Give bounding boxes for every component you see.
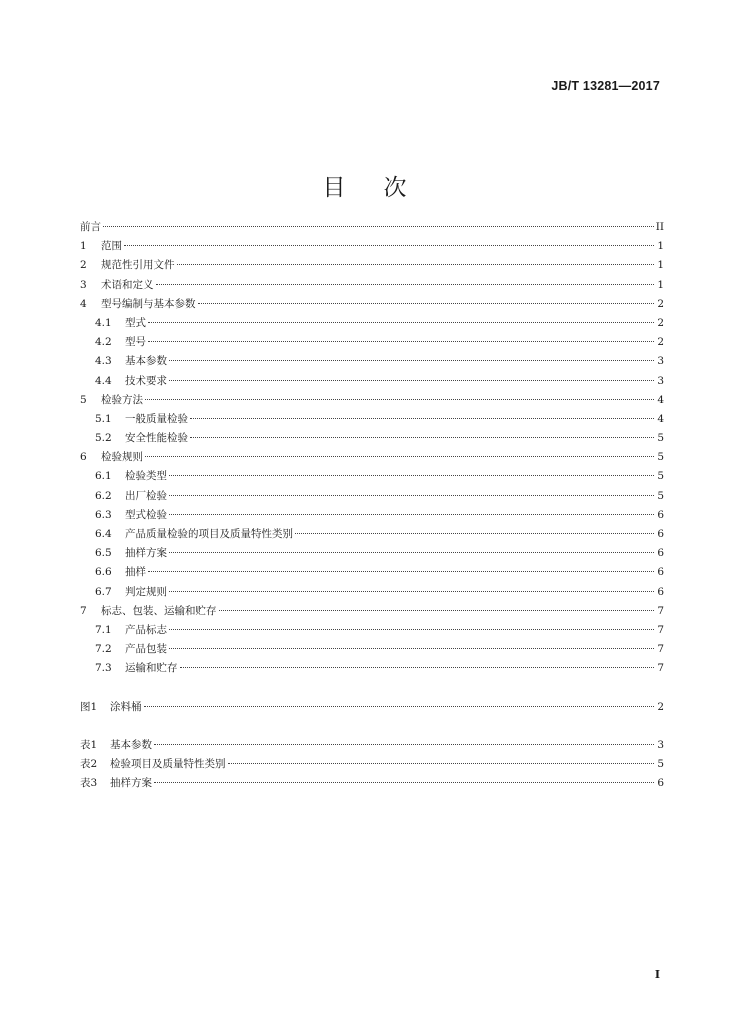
- toc-entry-subsection[interactable]: [80, 333, 664, 352]
- toc-entry-title: 规范性引用文件: [101, 259, 175, 272]
- toc-entry-subsection[interactable]: [80, 563, 664, 582]
- toc-entry-subsection[interactable]: [80, 525, 664, 544]
- dot-leader: [103, 226, 654, 227]
- toc-entry-title: 运输和贮存: [125, 662, 178, 675]
- toc-entry-page: 2: [657, 297, 664, 310]
- toc-entry-title: 检验规则: [101, 451, 143, 464]
- toc-entry-title: 术语和定义: [101, 278, 154, 291]
- dot-leader: [156, 284, 655, 285]
- dot-leader: [145, 399, 654, 400]
- toc-entry-subsection[interactable]: [80, 487, 664, 506]
- toc-entry-subsection[interactable]: [80, 659, 664, 678]
- toc-entry-page: 6: [657, 777, 664, 790]
- toc-entry-number: 4.3: [95, 355, 112, 368]
- toc-entry-page: 5: [657, 757, 664, 770]
- toc-entry-page: 1: [657, 278, 664, 291]
- toc-entry-title: 检验类型: [125, 470, 167, 483]
- toc-entry-title: 判定规则: [125, 585, 167, 598]
- dot-leader: [190, 437, 654, 438]
- toc-entry-figure[interactable]: [80, 698, 664, 717]
- toc-entry-page: 4: [657, 393, 664, 406]
- dot-leader: [169, 514, 654, 515]
- toc-entry-page: 7: [657, 604, 664, 617]
- toc-entry-subsection[interactable]: [80, 429, 664, 448]
- toc-entry-page: 6: [657, 566, 664, 579]
- toc-entry-number: 6.5: [95, 547, 112, 560]
- dot-leader: [144, 706, 655, 707]
- toc-entry-foreword[interactable]: [80, 218, 664, 237]
- dot-leader: [148, 571, 654, 572]
- dot-leader: [177, 264, 655, 265]
- toc-spacer: [80, 717, 664, 736]
- toc-entry-number: 7.1: [95, 623, 112, 636]
- toc-entry-subsection[interactable]: [80, 544, 664, 563]
- toc-entry-title: 技术要求: [125, 374, 167, 387]
- toc-entry-subsection[interactable]: [80, 583, 664, 602]
- dot-leader: [198, 303, 655, 304]
- toc-entry-title: 安全性能检验: [125, 432, 188, 445]
- toc-entry-number: 6.2: [95, 489, 112, 502]
- toc-entry-title: 基本参数: [110, 738, 152, 751]
- toc-entry-page: 2: [657, 700, 664, 713]
- toc-entry-title: 产品标志: [125, 623, 167, 636]
- toc-entry-section[interactable]: [80, 256, 664, 275]
- toc-entry-title: 前言: [80, 221, 101, 233]
- dot-leader: [169, 552, 654, 553]
- toc-entry-number: 7.3: [95, 662, 112, 675]
- dot-leader: [124, 245, 654, 246]
- page-title: 目次: [322, 175, 445, 202]
- dot-leader: [190, 418, 654, 419]
- toc-entry-page: II: [655, 221, 664, 233]
- dot-leader: [169, 591, 654, 592]
- dot-leader: [169, 380, 654, 381]
- toc-entry-number: 5: [80, 393, 87, 406]
- toc-entry-title: 检验方法: [101, 393, 143, 406]
- toc-entry-number: 表2: [80, 757, 98, 770]
- toc-entry-table[interactable]: [80, 755, 664, 774]
- toc-entry-subsection[interactable]: [80, 621, 664, 640]
- toc-entry-subsection[interactable]: [80, 314, 664, 333]
- toc-entry-title: 型式: [125, 316, 146, 329]
- dot-leader: [219, 610, 655, 611]
- toc-entry-title: 检验项目及质量特性类别: [110, 757, 226, 770]
- toc-entry-subsection[interactable]: [80, 467, 664, 486]
- toc-entry-subsection[interactable]: [80, 372, 664, 391]
- toc-entry-page: 6: [657, 528, 664, 540]
- toc-entry-subsection[interactable]: [80, 410, 664, 429]
- toc-entry-page: 1: [657, 259, 664, 272]
- toc-entry-title: 产品包装: [125, 643, 167, 656]
- dot-leader: [148, 341, 654, 342]
- toc-entry-section[interactable]: [80, 237, 664, 256]
- toc-entry-page: 6: [657, 547, 664, 560]
- toc-entry-number: 6.4: [95, 528, 112, 540]
- table-of-contents: [80, 218, 664, 793]
- toc-entry-number: 表3: [80, 777, 98, 790]
- dot-leader: [169, 495, 654, 496]
- standard-code: JB/T 13281—2017: [551, 79, 660, 93]
- toc-entry-page: 7: [657, 623, 664, 636]
- toc-entry-number: 表1: [80, 738, 98, 751]
- dot-leader: [154, 744, 654, 745]
- toc-entry-number: 5.1: [95, 412, 112, 425]
- toc-entry-number: 6.1: [95, 470, 112, 483]
- toc-entry-section[interactable]: [80, 295, 664, 314]
- toc-entry-subsection[interactable]: [80, 352, 664, 371]
- dot-leader: [169, 629, 654, 630]
- toc-entry-title: 型式检验: [125, 508, 167, 521]
- toc-entry-table[interactable]: [80, 774, 664, 793]
- dot-leader: [228, 763, 655, 764]
- toc-entry-page: 3: [657, 374, 664, 387]
- toc-entry-number: 3: [80, 278, 87, 291]
- toc-entry-page: 5: [657, 432, 664, 445]
- toc-entry-number: 图1: [80, 700, 98, 713]
- toc-entry-number: 6: [80, 451, 87, 464]
- toc-entry-number: 6.6: [95, 566, 112, 579]
- toc-entry-number: 4.1: [95, 316, 112, 329]
- toc-entry-title: 范围: [101, 240, 122, 253]
- toc-entry-page: 4: [657, 412, 664, 425]
- dot-leader: [145, 456, 654, 457]
- toc-entry-number: 4.4: [95, 374, 112, 387]
- toc-entry-table[interactable]: [80, 736, 664, 755]
- toc-entry-title: 型号: [125, 336, 146, 349]
- dot-leader: [180, 667, 655, 668]
- toc-spacer: [80, 679, 664, 698]
- toc-entry-title: 涂料桶: [110, 700, 142, 713]
- dot-leader: [148, 322, 654, 323]
- toc-entry-title: 一般质量检验: [125, 412, 188, 425]
- toc-entry-title: 标志、包装、运输和贮存: [101, 604, 217, 617]
- toc-entry-page: 5: [657, 451, 664, 464]
- toc-entry-number: 1: [80, 240, 87, 253]
- toc-entry-page: 1: [657, 240, 664, 253]
- toc-entry-section[interactable]: [80, 602, 664, 621]
- toc-entry-number: 6.7: [95, 585, 112, 598]
- page-number: I: [654, 968, 660, 981]
- toc-entry-title: 抽样: [125, 566, 146, 579]
- toc-entry-page: 2: [657, 316, 664, 329]
- toc-entry-page: 5: [657, 470, 664, 483]
- toc-entry-number: 4: [80, 297, 87, 310]
- dot-leader: [295, 533, 654, 534]
- toc-entry-subsection[interactable]: [80, 506, 664, 525]
- toc-entry-number: 6.3: [95, 508, 112, 521]
- toc-entry-title: 抽样方案: [125, 547, 167, 560]
- dot-leader: [154, 782, 654, 783]
- toc-entry-page: 5: [657, 489, 664, 502]
- toc-entry-page: 3: [657, 738, 664, 751]
- toc-entry-title: 产品质量检验的项目及质量特性类别: [125, 528, 293, 540]
- toc-entry-number: 4.2: [95, 336, 112, 349]
- toc-entry-page: 6: [657, 585, 664, 598]
- toc-entry-section[interactable]: [80, 391, 664, 410]
- toc-entry-section[interactable]: [80, 276, 664, 295]
- toc-entry-section[interactable]: [80, 448, 664, 467]
- toc-entry-title: 基本参数: [125, 355, 167, 368]
- toc-entry-page: 3: [657, 355, 664, 368]
- dot-leader: [169, 360, 654, 361]
- toc-entry-subsection[interactable]: [80, 640, 664, 659]
- toc-entry-title: 抽样方案: [110, 777, 152, 790]
- toc-entry-page: 7: [657, 662, 664, 675]
- toc-entry-title: 出厂检验: [125, 489, 167, 502]
- toc-entry-page: 6: [657, 508, 664, 521]
- toc-entry-title: 型号编制与基本参数: [101, 297, 196, 310]
- dot-leader: [169, 475, 654, 476]
- dot-leader: [169, 648, 654, 649]
- toc-entry-number: 7: [80, 604, 87, 617]
- toc-entry-number: 2: [80, 259, 87, 272]
- toc-entry-page: 2: [657, 336, 664, 349]
- toc-entry-page: 7: [657, 643, 664, 656]
- toc-entry-number: 7.2: [95, 643, 112, 656]
- toc-entry-number: 5.2: [95, 432, 112, 445]
